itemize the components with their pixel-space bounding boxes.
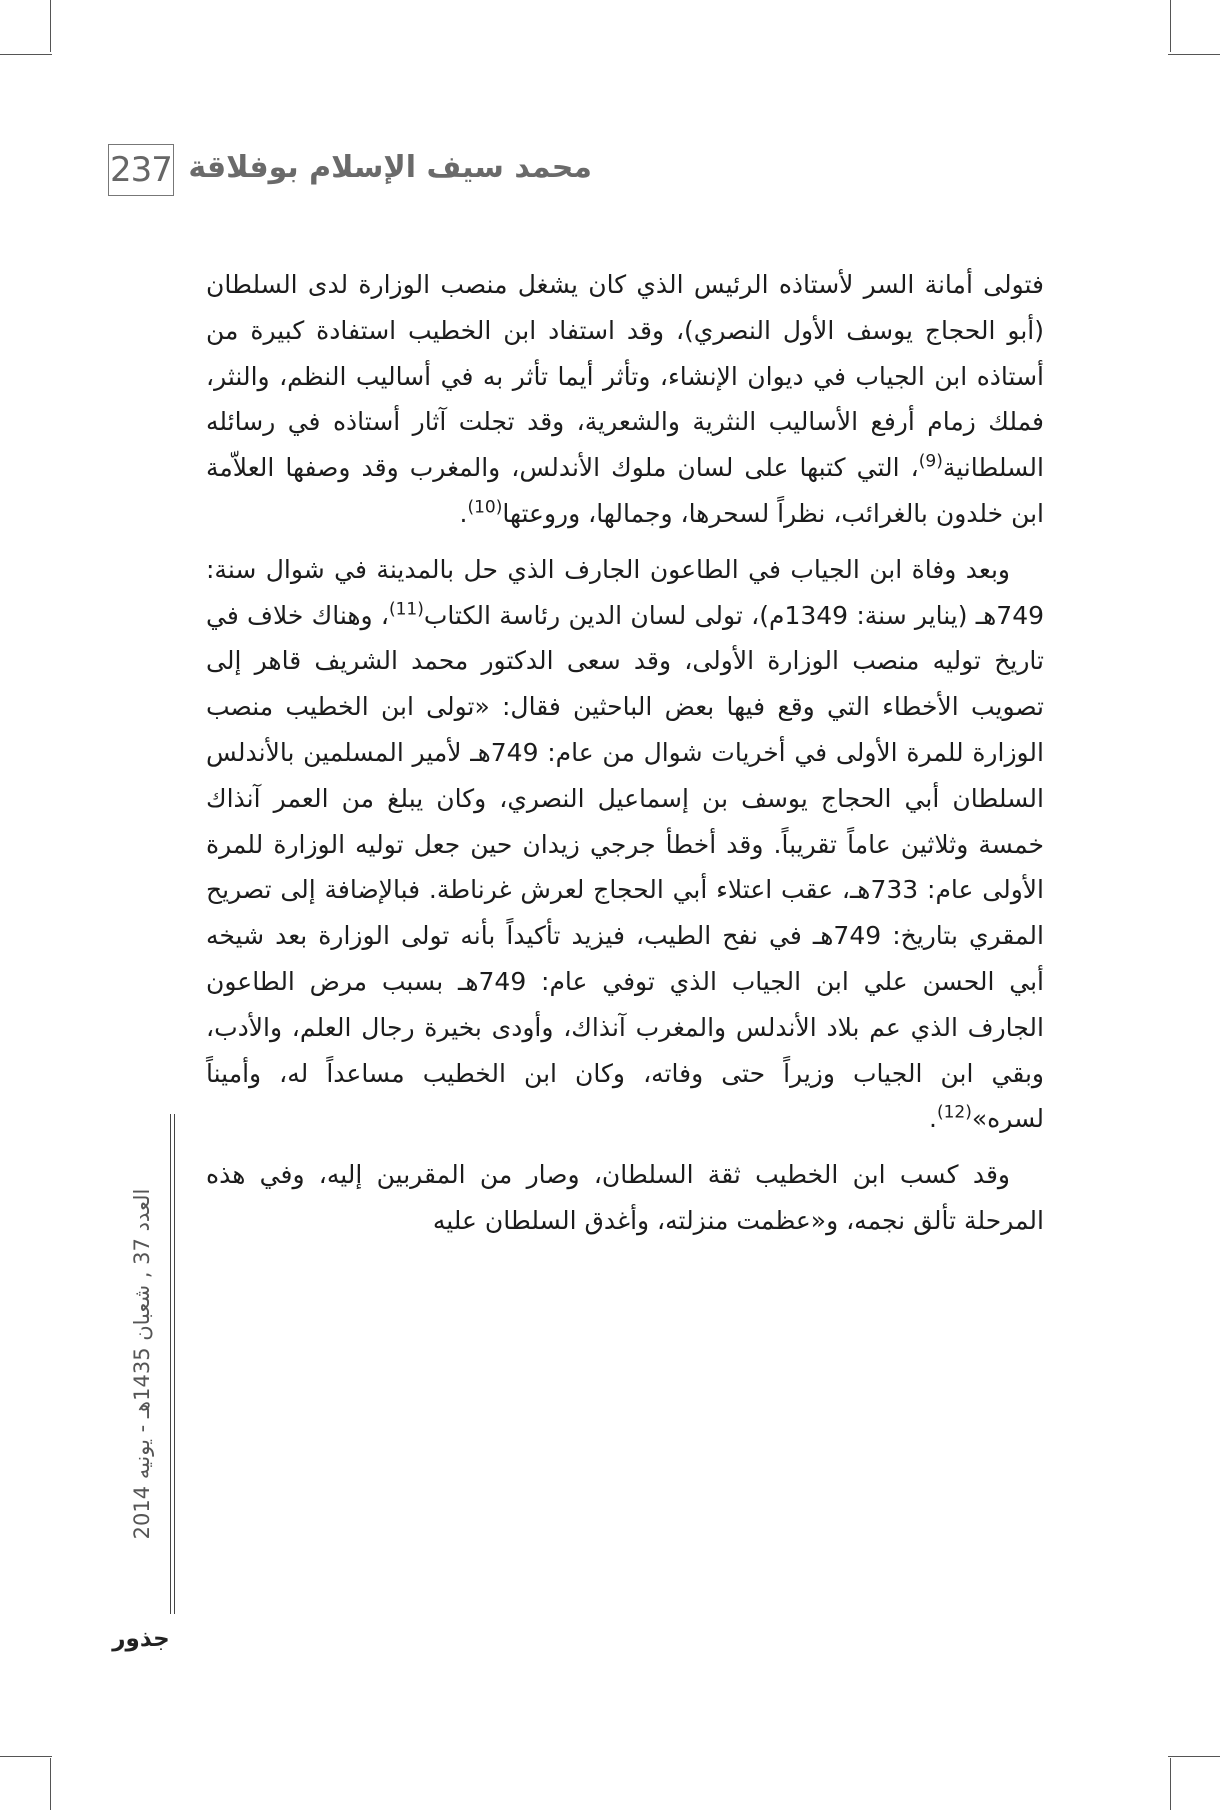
- crop-mark-top-right-h: [1168, 54, 1220, 55]
- issue-strip-rule-inner: [174, 1114, 175, 1614]
- paragraph-text: وبعد وفاة ابن الجياب في الطاعون الجارف الذي حل بالمدينة في شوال سنة: 749هـ (يناير سنة: 1349م)، تولى لسان الدين رئاسة الكتاب: [206, 554, 1045, 630]
- paragraph-text: .: [459, 498, 468, 528]
- paragraph-text: ، التي كتبها على لسان ملوك الأندلس، والمغرب وقد وصفها العلاّمة ابن خلدون بالغرائب، نظراً لسحرها، وجمالها، وروعتها: [206, 453, 1044, 528]
- crop-mark-top-right-v: [1170, 0, 1171, 52]
- issue-label: العدد 37 , شعبان 1435هـ - يونيه 2014: [130, 1188, 154, 1540]
- issue-strip: [112, 1114, 172, 1614]
- paragraph-text: فتولى أمانة السر لأستاذه الرئيس الذي كان يشغل منصب الوزارة لدى السلطان (أبو الحجاج يوسف الأول النصري)، وقد استفاد ابن الخطيب استفادة كبيرة من أستاذه ابن الجياب في ديوان الإنشاء، وتأثر أيما تأثر به في أساليب النظم، والنثر، فملك زمام أرفع الأساليب النثرية والشعرية، وقد تجلت آثار أستاذه في رسائله السلطانية: [206, 270, 1044, 483]
- footnote-ref: (10): [467, 497, 503, 518]
- crop-mark-top-left-h: [0, 54, 52, 55]
- author-name: محمد سيف الإسلام بوفلاقة: [188, 150, 592, 185]
- footnote-ref: (9): [918, 451, 943, 472]
- footnote-ref: (11): [388, 599, 424, 620]
- crop-mark-bottom-right-h: [1168, 1756, 1220, 1757]
- paragraph-1: [206, 262, 1044, 537]
- running-header-author: [188, 150, 592, 185]
- crop-mark-top-left-v: [50, 0, 51, 52]
- page-number: 237: [108, 144, 174, 196]
- article-body: [206, 262, 1044, 1244]
- paragraph-text: .: [929, 1104, 937, 1134]
- paragraph-2: [206, 547, 1044, 1142]
- paragraph-text: وقد كسب ابن الخطيب ثقة السلطان، وصار من المقربين إليه، وفي هذه المرحلة تألق نجمه، و«عظمت منزلته، وأغدق السلطان عليه: [206, 1160, 1044, 1235]
- crop-mark-bottom-right-v: [1170, 1758, 1171, 1810]
- paragraph-3: [206, 1152, 1044, 1244]
- crop-mark-bottom-left-h: [0, 1756, 52, 1757]
- crop-mark-bottom-left-v: [50, 1758, 51, 1810]
- journal-logo: جذور: [112, 1626, 170, 1652]
- footnote-ref: (12): [936, 1103, 972, 1124]
- issue-strip-rule: [170, 1114, 171, 1614]
- paragraph-text: ، وهناك خلاف في تاريخ توليه منصب الوزارة الأولى، وقد سعى الدكتور محمد الشريف قاهر إلى تصويب الأخطاء التي وقع فيها بعض الباحثين فقال: «تولى ابن الخطيب منصب الوزارة للمرة الأولى في أخريات شوال من عام: 749هـ لأمير المسلمين بالأندلس السلطان أبي الحجاج يوسف بن إسماعيل النصري، وكان يبلغ من العمر آنذاك خمسة وثلاثين عاماً تقريباً. وقد أخطأ جرجي زيدان حين جعل توليه الوزارة للمرة الأولى عام: 733هـ، عقب اعتلاء أبي الحجاج لعرش غرناطة. فبالإضافة إلى تصريح المقري بتاريخ: 749هـ في نفح الطيب، فيزيد تأكيداً بأنه تولى الوزارة بعد شيخه أبي الحسن علي ابن الجياب الذي توفي عام: 749هـ بسبب مرض الطاعون الجارف الذي عم بلاد الأندلس والمغرب آنذاك، وأودى بخيرة رجال العلم، والأدب، وبقي ابن الجياب وزيراً حتى وفاته، وكان ابن الخطيب مساعداً له، وأميناً لسره»: [206, 600, 1045, 1134]
